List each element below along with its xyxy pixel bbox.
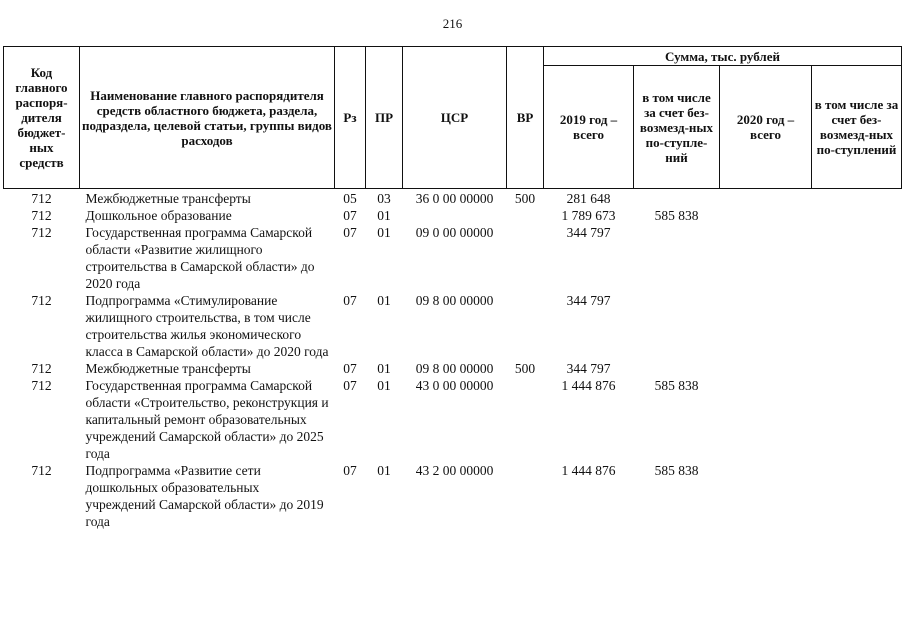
row-2020-free [812, 292, 902, 360]
row-csr: 43 2 00 00000 [415, 463, 494, 478]
header-pr: ПР [366, 47, 403, 189]
row-2020-free [812, 224, 902, 292]
row-2019-total: 281 648 [566, 191, 611, 206]
header-2020-total: 2020 год – всего [720, 66, 812, 189]
row-name: Подпрограмма «Стимулирование жилищного строительства, в том числе строительства жилья экономического класса в Самарской области» до 2020 года [85, 293, 329, 359]
header-code: Код главного распоря-дителя бюджет-ных средств [4, 47, 80, 189]
table-row [4, 292, 902, 360]
row-pr: 01 [377, 208, 391, 223]
page-number: 216 [442, 16, 463, 31]
header-sum: Сумма, тыс. рублей [544, 47, 902, 66]
row-pr: 01 [377, 293, 391, 308]
row-2019-total: 1 789 673 [561, 208, 616, 223]
row-name: Дошкольное образование [85, 208, 232, 223]
row-2020-total [720, 207, 812, 224]
table-row [4, 377, 902, 462]
row-csr: 43 0 00 00000 [415, 378, 494, 393]
table-row [4, 360, 902, 377]
row-pr: 01 [377, 463, 391, 478]
row-code: 712 [31, 225, 52, 240]
row-csr: 09 0 00 00000 [415, 225, 494, 240]
row-2020-total [720, 462, 812, 530]
table-row [4, 189, 902, 208]
row-code: 712 [31, 208, 52, 223]
row-name: Межбюджетные трансферты [85, 361, 251, 376]
table-row [4, 462, 902, 530]
row-2020-free [812, 189, 902, 208]
row-code: 712 [31, 361, 52, 376]
row-pr: 01 [377, 378, 391, 393]
row-code: 712 [31, 378, 52, 393]
header-rz: Рз [335, 47, 366, 189]
row-rz: 05 [343, 191, 357, 206]
row-2020-free [812, 207, 902, 224]
row-vr [507, 377, 544, 462]
row-2020-total [720, 360, 812, 377]
row-2019-free [634, 360, 720, 377]
row-2020-total [720, 189, 812, 208]
row-2020-free [812, 377, 902, 462]
table-row [4, 207, 902, 224]
row-2019-total: 1 444 876 [561, 463, 616, 478]
row-2019-free: 585 838 [654, 463, 699, 478]
header-csr: ЦСР [403, 47, 507, 189]
row-2019-total: 344 797 [566, 225, 611, 240]
header-name: Наименование главного распорядителя средств областного бюджета, раздела, подраздела, целевой статьи, группы видов расходов [80, 47, 335, 189]
row-vr [507, 224, 544, 292]
header-2020-free: в том числе за счет без-возмезд-ных по-ступлений [812, 66, 902, 189]
row-code: 712 [31, 293, 52, 308]
row-rz: 07 [343, 361, 357, 376]
header-vr: ВР [507, 47, 544, 189]
header-2019-free: в том числе за счет без-возмезд-ных по-ступле-ний [634, 66, 720, 189]
row-rz: 07 [343, 293, 357, 308]
row-name: Государственная программа Самарской области «Строительство, реконструкция и капитальный ремонт образовательных учреждений Самарской области» до 2025 года [85, 378, 329, 461]
row-csr: 09 8 00 00000 [415, 361, 494, 376]
row-2020-free [812, 462, 902, 530]
row-2020-free [812, 360, 902, 377]
row-2019-free [634, 189, 720, 208]
row-vr [507, 462, 544, 530]
row-vr [507, 292, 544, 360]
row-csr [403, 207, 507, 224]
row-pr: 03 [377, 191, 391, 206]
row-2020-total [720, 377, 812, 462]
row-2020-total [720, 224, 812, 292]
row-csr: 36 0 00 00000 [415, 191, 494, 206]
row-code: 712 [31, 191, 52, 206]
row-2019-free [634, 292, 720, 360]
row-name: Подпрограмма «Развитие сети дошкольных образовательных учреждений Самарской области» до 2019 года [85, 463, 324, 529]
row-2019-free: 585 838 [654, 378, 699, 393]
table-header [4, 47, 902, 189]
table-body [4, 189, 902, 531]
row-pr: 01 [377, 361, 391, 376]
row-csr: 09 8 00 00000 [415, 293, 494, 308]
header-2019-total: 2019 год – всего [544, 66, 634, 189]
row-2019-total: 1 444 876 [561, 378, 616, 393]
row-2019-total: 344 797 [566, 293, 611, 308]
row-2019-free: 585 838 [654, 208, 699, 223]
row-code: 712 [31, 463, 52, 478]
row-2019-free [634, 224, 720, 292]
row-pr: 01 [377, 225, 391, 240]
row-name: Межбюджетные трансферты [85, 191, 251, 206]
row-rz: 07 [343, 208, 357, 223]
row-vr: 500 [514, 361, 536, 376]
row-rz: 07 [343, 225, 357, 240]
row-vr: 500 [514, 191, 536, 206]
row-2020-total [720, 292, 812, 360]
table-row [4, 224, 902, 292]
row-2019-total: 344 797 [566, 361, 611, 376]
budget-table [3, 46, 902, 530]
row-name: Государственная программа Самарской области «Развитие жилищного строительства в Самарской области» до 2020 года [85, 225, 315, 291]
row-rz: 07 [343, 463, 357, 478]
row-vr [507, 207, 544, 224]
row-rz: 07 [343, 378, 357, 393]
